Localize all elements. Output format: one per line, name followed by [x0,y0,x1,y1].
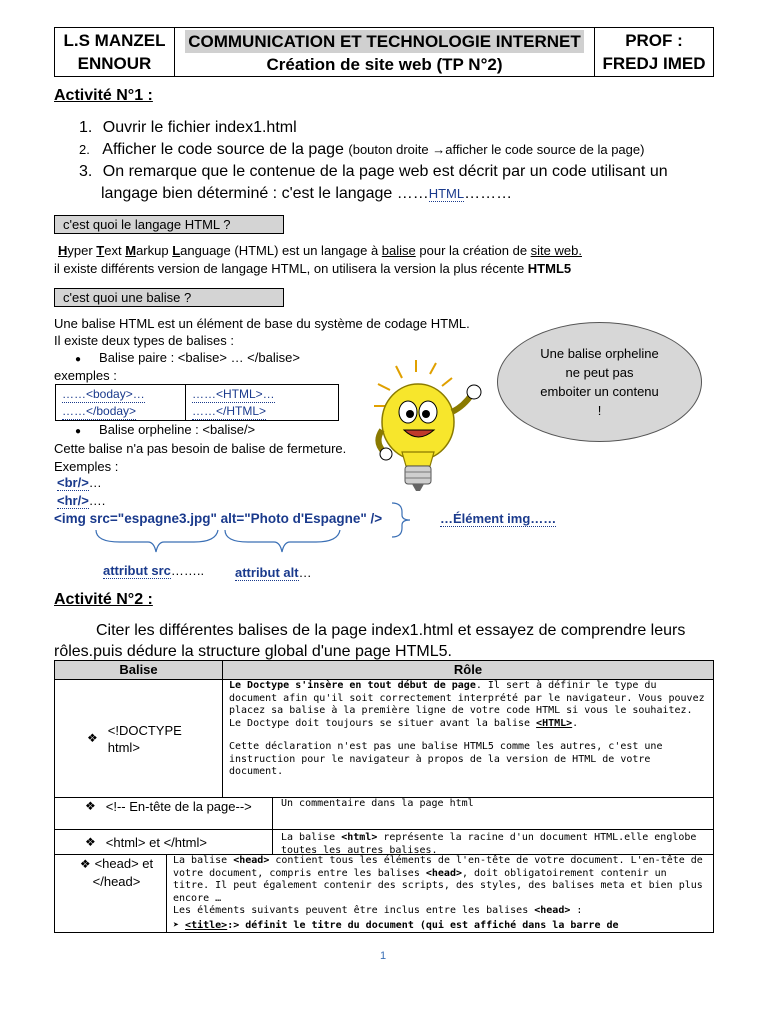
balise-comment: <!-- En-tête de la page--> [105,799,252,814]
example-html-close: ……</HTML> [192,404,267,418]
bullet-icon: ● [75,426,82,437]
step-3 [79,161,719,205]
step-3-dots: ……… [464,185,513,202]
table-header-row [55,661,713,679]
img-brace [390,500,418,540]
role-cell [223,680,713,797]
bullet-icon: ● [75,354,82,365]
head-role-c: , doit obligatoirement contenir un titre. Il peut également contenir des scripts, des styles, des balises meta et bien plus encore … [173,867,703,904]
table-row [55,829,713,854]
example-hr: <hr/>…. [57,493,106,508]
attr-alt-dots: … [298,565,312,580]
exemples-label-2: Exemples : [54,459,119,474]
question-balise-box: c'est quoi une balise ? [54,288,284,307]
head-role-a: La balise [173,855,234,866]
head-role-tag: <head> [233,855,270,866]
step-2-note-b: afficher le code source de la page) [445,142,645,157]
word-ext: ext [104,243,126,258]
title-description: :> définit le titre du document (qui est affiché dans la barre de [227,919,619,931]
example-body-close: ……</boday> [62,404,137,418]
tp-title: Création de site web (TP N°2) [266,55,503,74]
activity2-intro-line2: rôles.puis dédure la structure global d'une page HTML5. [54,643,452,660]
step-1-num: 1. [79,119,93,136]
header-table [54,27,714,77]
example-cell-html [186,385,338,420]
step-3-line1: On remarque que le contenue de la page web est décrit par un code utilisant un [102,163,668,180]
example-br: <br/>… [57,475,102,490]
role-cell [273,830,713,854]
balise-doctype: <!DOCTYPE html> [107,722,182,755]
activity2-title: Activité N°2 : [54,591,153,608]
school-line2: ENNOUR [77,54,152,73]
title-tag: <title> [185,919,228,931]
table-row [55,854,713,932]
element-img-label [440,510,556,528]
head-role-tag3: <head> [534,905,571,916]
word-anguage: anguage (HTML) est un langage à [180,243,382,258]
head-role-d: Les éléments suivants peuvent être inclus entre les balises [173,905,535,916]
attr-src-text: attribut src [103,563,171,578]
subject-cell [175,28,595,76]
activity2-intro [54,620,718,662]
html-version-text: il existe différents version de langage HTML, on utilisera la version la plus récente [54,261,528,276]
attr-src-dots: …….. [170,563,205,578]
step-2 [79,139,644,161]
balise-cell [55,830,273,854]
step-1-text: Ouvrir le fichier index1.html [102,119,297,136]
attr-alt-text: attribut alt [235,565,299,580]
word-middle: pour la création de [415,243,531,258]
element-img-text: …Élément img…… [440,511,557,526]
step-2-text: Afficher le code source de la page [102,141,344,158]
head-role-e: : [570,905,583,916]
table-row [55,797,713,829]
doctype-role-1: . Il sert à définir le type du document afin qu'il soit correctement interprété par le navigateur. Vous pouvez placez sa balise à la première ligne de votre code HTML si vous le souhaitez. Le Doctype doit toujours se situer avant la balise [229,680,705,729]
bubble-text: Une balise orpheline ne peut pas emboiter un contenu ! [540,346,659,418]
doctype-role-bold: Le Doctype s'insère en tout début de page [229,680,476,691]
head-role-tag2: <head> [425,867,462,879]
step-3-num: 3. [79,163,93,180]
attr-src-label [103,562,204,580]
word-arkup: arkup [136,243,173,258]
html-role-tag: <html> [341,832,378,843]
letter-t: T [96,243,105,258]
word-site-web: site web. [530,243,582,258]
table-row [55,679,713,797]
head-role-b: contient tous les éléments de l'en-tête de votre document. L'en-tête de votre document, compris entre les balises [173,855,703,879]
balise-cell [55,680,223,797]
letter-h: H [58,243,68,258]
img-code: <img src="espagne3.jpg" alt="Photo d'Espagne" /> [54,511,383,526]
role-cell [167,855,713,932]
doctype-role-tag: <HTML> [536,717,573,729]
prof-cell [595,28,713,76]
subject-title: COMMUNICATION ET TECHNOLOGIE INTERNET [185,30,584,53]
col-role-header: Rôle [453,662,483,677]
balise-orpheline-item [75,421,255,441]
role-cell: Un commentaire dans la page html [281,798,474,809]
balise-paire-item [75,349,300,369]
word-yper: yper [67,243,97,258]
html-role-b: représente la racine d'un document HTML.elle englobe toutes les autres balises. [281,832,697,856]
doctype-role-2: . [572,717,579,729]
html-role-a: La balise [281,832,342,843]
balise-orpheline-text: Balise orpheline : <balise/> [99,422,256,437]
prof-line1: PROF : [625,31,683,50]
exemples-label-1: exemples : [54,368,117,383]
example-body-open: ……<boday>… [62,387,145,401]
html5-label: HTML5 [527,261,572,276]
col-balise-header: Balise [55,661,223,679]
step-3-line2: langage bien déterminé : c'est le langage …… [101,185,429,202]
step-1 [79,117,297,139]
role-table [54,660,714,933]
balise-head: <head> et </head> [92,856,154,889]
attr-alt-label [235,564,312,582]
balise-cell [55,798,273,829]
step-2-num: 2. [79,142,90,157]
examples-table [55,384,339,421]
prof-line2: FREDJ IMED [602,54,706,73]
diamond-bullet-icon: ❖ [79,857,91,871]
step-3-answer: HTML [428,186,465,201]
hr-tag: <hr/> [57,493,89,508]
balise-html: <html> et </html> [105,834,207,850]
lightbulb-icon [372,360,490,495]
br-tag: <br/> [57,475,89,490]
activity2-intro-line1: Citer les différentes balises de la page index1.html et essayez de comprendre leurs [96,622,686,639]
school-cell [55,28,175,76]
balise-definition: Une balise HTML est un élément de base du système de codage HTML. [54,316,470,331]
balise-paire-text: Balise paire : <balise> … </balise> [99,350,300,365]
arrow-bullet-icon: ➤ [173,919,186,931]
example-html-open: ……<HTML>… [192,387,275,401]
html-definition-line1 [58,242,582,260]
two-types-text: Il existe deux types de balises : [54,333,234,348]
page-number: 1 [380,950,387,962]
diamond-bullet-icon: ❖ [85,834,96,849]
balise-cell [55,855,167,932]
html-definition-line2 [54,260,571,278]
school-line1: L.S MANZEL [63,31,166,50]
speech-bubble [497,322,702,442]
no-close-text: Cette balise n'a pas besoin de balise de fermeture. [54,441,347,456]
question-html-box: c'est quoi le langage HTML ? [54,215,284,234]
diamond-bullet-icon: ❖ [87,731,98,745]
activity1-title: Activité N°1 : [54,87,153,104]
attribute-braces [90,528,350,558]
letter-m: M [125,243,137,258]
arrow-right-icon: → [432,142,446,157]
diamond-bullet-icon: ❖ [85,799,96,813]
example-cell-body [56,385,186,420]
doctype-role-p2: Cette déclaration n'est pas une balise HTML5 comme les autres, c'est une instruction pour le navigateur à propos de la version de HTML de votre document. [229,741,663,777]
letter-l: L [172,243,181,258]
step-2-note-a: (bouton droite [348,142,433,157]
word-balise: balise [381,243,416,258]
